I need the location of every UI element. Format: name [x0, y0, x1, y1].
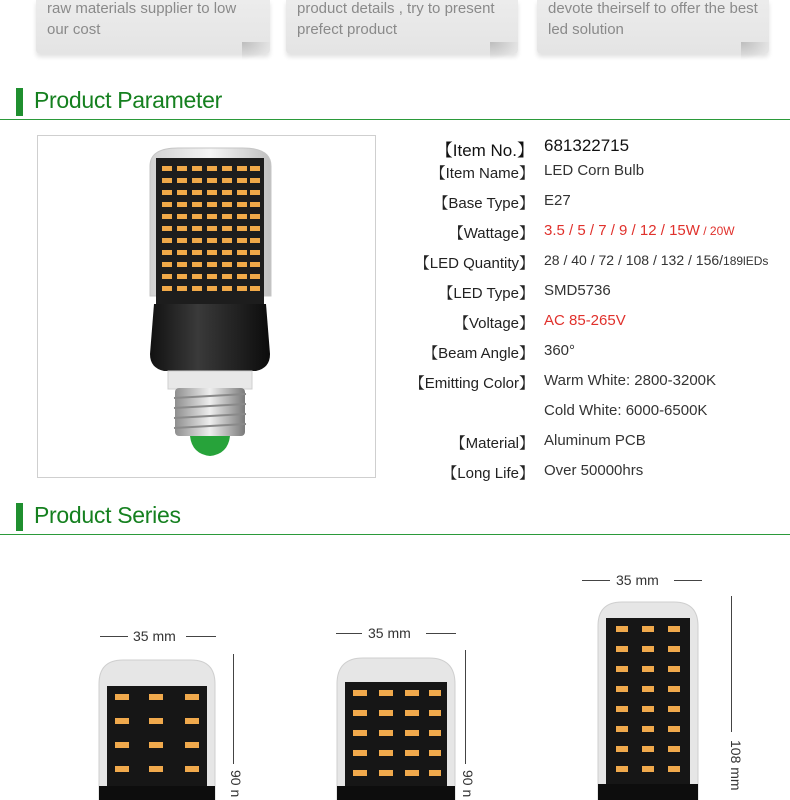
- series-3-width-dimension: [582, 573, 702, 587]
- param-row-long-life: [380, 462, 790, 486]
- feature-card-text: raw materials supplier to low our cost: [47, 0, 237, 38]
- param-label: 【Item No.】: [435, 141, 534, 160]
- section-divider: [0, 119, 790, 120]
- param-value: 681322715: [544, 136, 630, 155]
- param-value: SMD5736: [544, 282, 611, 299]
- param-row-item-no: [380, 136, 790, 160]
- param-label: 【LED Type】: [438, 285, 534, 302]
- param-row-material: [380, 432, 790, 456]
- param-row-led-quantity: [380, 252, 790, 276]
- param-label: 【Beam Angle】: [423, 345, 534, 362]
- card-fold-shadow: [242, 42, 272, 60]
- series-3-height-label: 108 mm: [728, 740, 744, 791]
- param-label: 【Long Life】: [442, 465, 534, 482]
- param-label: 【Emitting Color】: [409, 375, 534, 392]
- quantity-extra: 189lEDs: [723, 254, 769, 268]
- feature-card-solution: [537, 0, 769, 54]
- dimension-line: [674, 580, 702, 581]
- param-row-emitting-color: [380, 372, 790, 396]
- param-label: 【Voltage】: [453, 315, 534, 332]
- param-value: E27: [544, 192, 571, 209]
- dimension-line: [582, 580, 610, 581]
- quantity-main: 28 / 40 / 72 / 108 / 132 / 156/: [544, 252, 724, 268]
- param-value: Aluminum PCB: [544, 432, 646, 449]
- series-1-height-label: 90 n: [228, 770, 244, 798]
- param-row-beam-angle: [380, 342, 790, 366]
- feature-card-text: product details , try to present prefect product: [297, 0, 495, 38]
- param-label: 【Wattage】: [448, 225, 534, 242]
- wattage-extra: / 20W: [699, 224, 735, 238]
- param-value: 360°: [544, 342, 576, 359]
- dimension-line: [186, 636, 216, 637]
- led-corn-bulb-image: [38, 136, 375, 477]
- param-row-wattage: [380, 222, 790, 246]
- series-1-width-dimension: [100, 629, 216, 643]
- param-value: Over 50000hrs: [544, 462, 644, 479]
- dimension-line: [336, 633, 362, 634]
- param-row-item-name: [380, 162, 790, 186]
- wattage-main: 3.5 / 5 / 7 / 9 / 12 / 15W: [544, 222, 700, 239]
- section-marker: [16, 503, 23, 531]
- param-label: 【Material】: [450, 435, 534, 452]
- dimension-line: [100, 636, 128, 637]
- param-value: LED Corn Bulb: [544, 162, 645, 179]
- param-row-emitting-color-2: [380, 402, 790, 426]
- param-value: [544, 222, 735, 239]
- param-row-voltage: [380, 312, 790, 336]
- param-row-base-type: [380, 192, 790, 216]
- series-2-width-dimension: [336, 626, 456, 640]
- feature-card-text: devote theirself to offer the best led solution: [548, 0, 758, 38]
- feature-card-materials: [36, 0, 270, 54]
- series-2-height-label: 90 n: [460, 770, 476, 798]
- series-1-width-label: 35 mm: [133, 628, 176, 644]
- section-marker: [16, 88, 23, 116]
- param-value: Cold White: 6000-6500K: [544, 402, 708, 419]
- section-title: Product Series: [34, 502, 181, 528]
- section-divider: [0, 534, 790, 535]
- series-3-width-label: 35 mm: [616, 572, 659, 588]
- param-value: [544, 252, 768, 268]
- section-title: Product Parameter: [34, 87, 222, 113]
- param-label: 【Base Type】: [433, 195, 534, 212]
- param-value: AC 85-265V: [544, 312, 626, 329]
- series-3-height-line: [731, 596, 732, 732]
- param-value: Warm White: 2800-3200K: [544, 372, 717, 389]
- product-image-frame: [37, 135, 376, 478]
- series-2-height-line: [465, 650, 466, 764]
- led-corn-bulb-small-image: [594, 598, 702, 800]
- series-2-width-label: 35 mm: [368, 625, 411, 641]
- series-1-height-line: [233, 654, 234, 764]
- param-row-led-type: [380, 282, 790, 306]
- param-label: 【LED Quantity】: [414, 255, 534, 272]
- param-label: 【Item Name】: [430, 165, 534, 182]
- dimension-line: [426, 633, 456, 634]
- led-corn-bulb-small-image: [93, 656, 221, 800]
- feature-card-details: [286, 0, 518, 54]
- card-fold-shadow: [490, 42, 520, 60]
- led-corn-bulb-small-image: [333, 654, 459, 800]
- card-fold-shadow: [741, 42, 771, 60]
